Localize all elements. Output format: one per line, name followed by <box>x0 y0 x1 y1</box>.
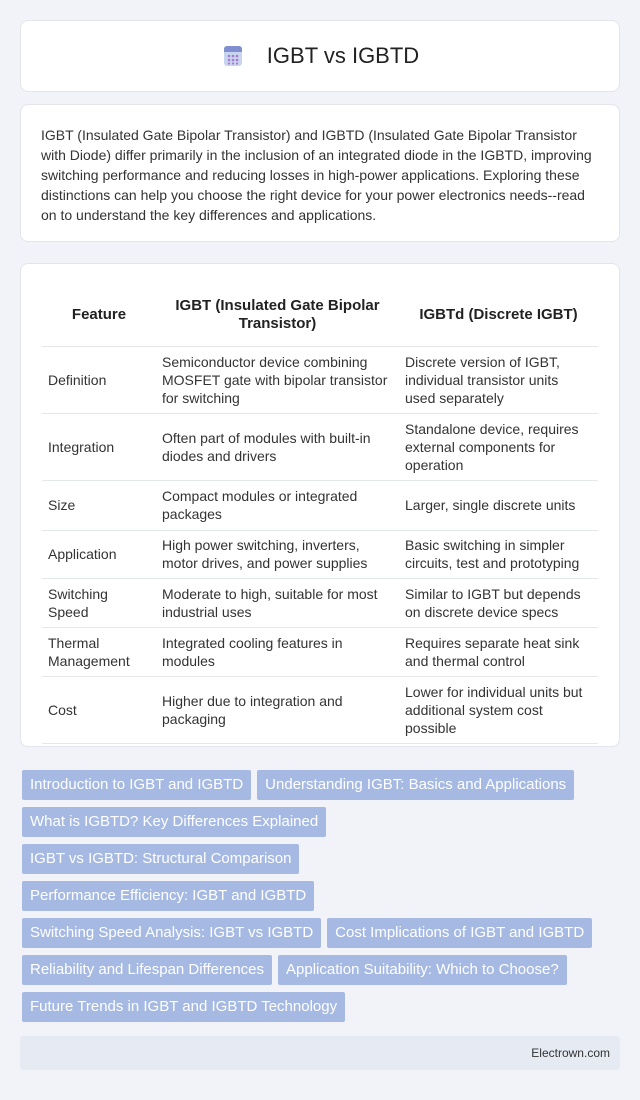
row-feature: Application <box>42 530 156 578</box>
row-igbt: Compact modules or integrated packages <box>156 480 399 530</box>
row-igbt: Integrated cooling features in modules <box>156 627 399 676</box>
tag-link[interactable]: Switching Speed Analysis: IGBT vs IGBTD <box>22 918 321 948</box>
tag-link[interactable]: IGBT vs IGBTD: Structural Comparison <box>22 844 299 874</box>
tag-link[interactable]: Introduction to IGBT and IGBTD <box>22 770 251 800</box>
row-feature: Definition <box>42 346 156 413</box>
row-igbtd: Lower for individual units but additional system cost possible <box>399 676 598 743</box>
row-igbtd: Larger, single discrete units <box>399 480 598 530</box>
table-row <box>42 530 598 578</box>
tag-link[interactable]: Future Trends in IGBT and IGBTD Technology <box>22 992 345 1022</box>
row-igbtd: Requires separate heat sink and thermal control <box>399 627 598 676</box>
header-igbt: IGBT (Insulated Gate Bipolar Transistor) <box>156 284 399 346</box>
row-igbt: Higher due to integration and packaging <box>156 676 399 743</box>
footer <box>20 1036 620 1070</box>
row-feature: Cost <box>42 676 156 743</box>
row-igbtd: Basic switching in simpler circuits, test and prototyping <box>399 530 598 578</box>
tag-link[interactable]: Understanding IGBT: Basics and Applications <box>257 770 574 800</box>
table-row <box>42 578 598 627</box>
row-igbt: High power switching, inverters, motor drives, and power supplies <box>156 530 399 578</box>
tag-link[interactable]: Reliability and Lifespan Differences <box>22 955 272 985</box>
row-feature: Thermal Management <box>42 627 156 676</box>
table-row <box>42 676 598 743</box>
intro-card <box>20 104 620 242</box>
table-row <box>42 413 598 480</box>
comparison-table-card <box>20 263 620 747</box>
header-feature: Feature <box>42 284 156 346</box>
table-row <box>42 480 598 530</box>
row-igbt: Often part of modules with built-in diodes and drivers <box>156 413 399 480</box>
table-row <box>42 346 598 413</box>
table-header-row <box>42 284 598 346</box>
header-igbtd: IGBTd (Discrete IGBT) <box>399 284 598 346</box>
row-igbt: Semiconductor device combining MOSFET gate with bipolar transistor for switching <box>156 346 399 413</box>
row-igbtd: Similar to IGBT but depends on discrete device specs <box>399 578 598 627</box>
calculator-icon <box>221 44 245 68</box>
row-igbtd: Standalone device, requires external components for operation <box>399 413 598 480</box>
footer-site[interactable]: Electrown.com <box>531 1046 610 1060</box>
intro-text: IGBT (Insulated Gate Bipolar Transistor) and IGBTD (Insulated Gate Bipolar Transistor with Diode) differ primarily in the inclusion of an integrated diode in the IGBTD, improving switching performance and reducing losses in high-power applications. Exploring these distinctions can help you choose the right device for your power electronics needs--read on to understand the key differences and applications. <box>41 127 592 223</box>
row-igbtd: Discrete version of IGBT, individual transistor units used separately <box>399 346 598 413</box>
tag-link[interactable]: Performance Efficiency: IGBT and IGBTD <box>22 881 314 911</box>
page-title: IGBT vs IGBTD <box>266 43 420 68</box>
row-igbt: Moderate to high, suitable for most industrial uses <box>156 578 399 627</box>
topic-tags <box>22 770 622 1029</box>
comparison-table <box>42 284 598 744</box>
tag-link[interactable]: What is IGBTD? Key Differences Explained <box>22 807 326 837</box>
title-card <box>20 20 620 92</box>
row-feature: Switching Speed <box>42 578 156 627</box>
tag-link[interactable]: Cost Implications of IGBT and IGBTD <box>327 918 592 948</box>
table-row <box>42 627 598 676</box>
tag-link[interactable]: Application Suitability: Which to Choose? <box>278 955 567 985</box>
row-feature: Size <box>42 480 156 530</box>
row-feature: Integration <box>42 413 156 480</box>
